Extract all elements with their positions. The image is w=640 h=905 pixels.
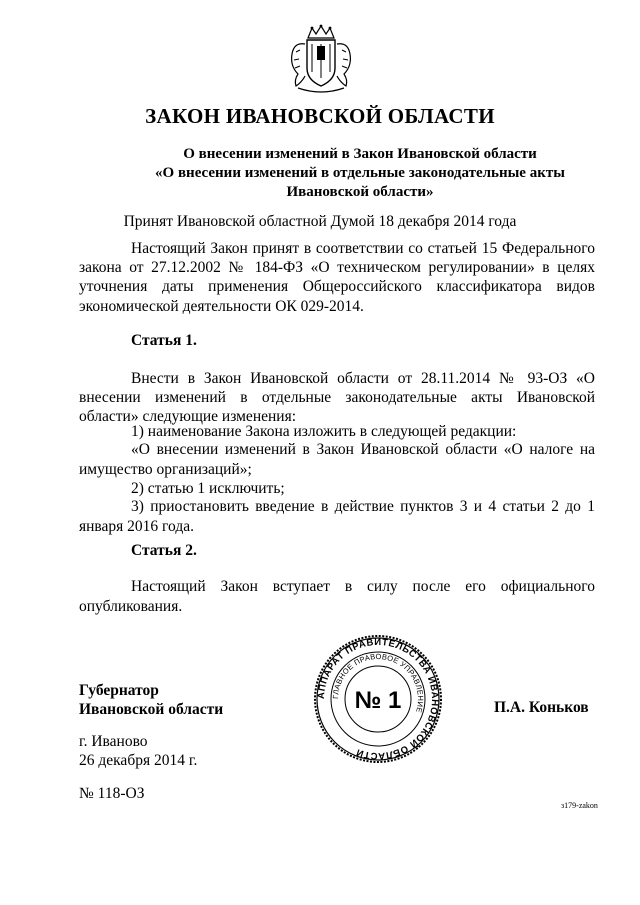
coat-of-arms-icon xyxy=(288,24,354,96)
article-1-intro: Внести в Закон Ивановской области от 28.11.2014 № 93-ОЗ «О внесении изменений в отдельные законодательные акты Ивановской области» следующие изменения: xyxy=(79,370,595,426)
document-subtitle xyxy=(60,145,640,202)
article-1-item-2: 2) статью 1 исключить; xyxy=(131,480,285,497)
article-1-item-1-quote-end: имущество организаций»; xyxy=(79,461,252,478)
official-stamp xyxy=(313,634,443,764)
stamp-outer-text: АППАРАТ ПРАВИТЕЛЬСТВА ИВАНОВСКОЙ ОБЛАСТИ xyxy=(315,636,441,762)
subtitle-line: Ивановской области» xyxy=(286,184,434,200)
article-1-item-1-quote: «О внесении изменений в Закон Ивановской области «О налоге на xyxy=(131,441,595,458)
article-2-text-end: опубликования. xyxy=(79,598,183,615)
article-1-item-3: 3) приостановить введение в действие пунктов 3 и 4 статьи 2 до 1 xyxy=(131,498,595,515)
document-code: з179-zakon xyxy=(561,801,598,810)
signing-place-date xyxy=(79,732,197,770)
law-number: № 118-ОЗ xyxy=(79,785,145,802)
document-title: ЗАКОН ИВАНОВСКОЙ ОБЛАСТИ xyxy=(145,104,495,128)
stamp-number: № 1 xyxy=(354,687,402,714)
article-2-text: Настоящий Закон вступает в силу после его официального xyxy=(131,578,595,595)
signatory-position-line: Ивановской области xyxy=(79,701,224,718)
article-1-item-3-end: января 2016 года. xyxy=(79,518,194,535)
preamble-paragraph: Настоящий Закон принят в соответствии со статьей 15 Федерального закона от 27.12.2002 № 184-ФЗ «О техническом регулировании» в целях уточнения даты применения Общероссийского классификатора видов экономической деятельности ОК 029-2014. xyxy=(79,240,595,315)
signatory-position-line: Губернатор xyxy=(79,682,159,699)
article-1-item-1: 1) наименование Закона изложить в следующей редакции: xyxy=(131,423,517,440)
signing-city: г. Иваново xyxy=(79,733,148,750)
article-2-heading: Статья 2. xyxy=(131,542,197,559)
signing-date: 26 декабря 2014 г. xyxy=(79,752,198,770)
signatory-name: П.А. Коньков xyxy=(494,699,589,716)
subtitle-line: «О внесении изменений в отдельные законодательные акты xyxy=(155,165,565,181)
subtitle-line: О внесении изменений в Закон Ивановской области xyxy=(183,146,537,162)
article-1-heading: Статья 1. xyxy=(131,332,197,349)
signatory-position xyxy=(79,681,223,719)
adoption-note: Принят Ивановской областной Думой 18 декабря 2014 года xyxy=(123,213,517,230)
stamp-inner-text: ГЛАВНОЕ ПРАВОВОЕ УПРАВЛЕНИЕ xyxy=(330,651,426,714)
